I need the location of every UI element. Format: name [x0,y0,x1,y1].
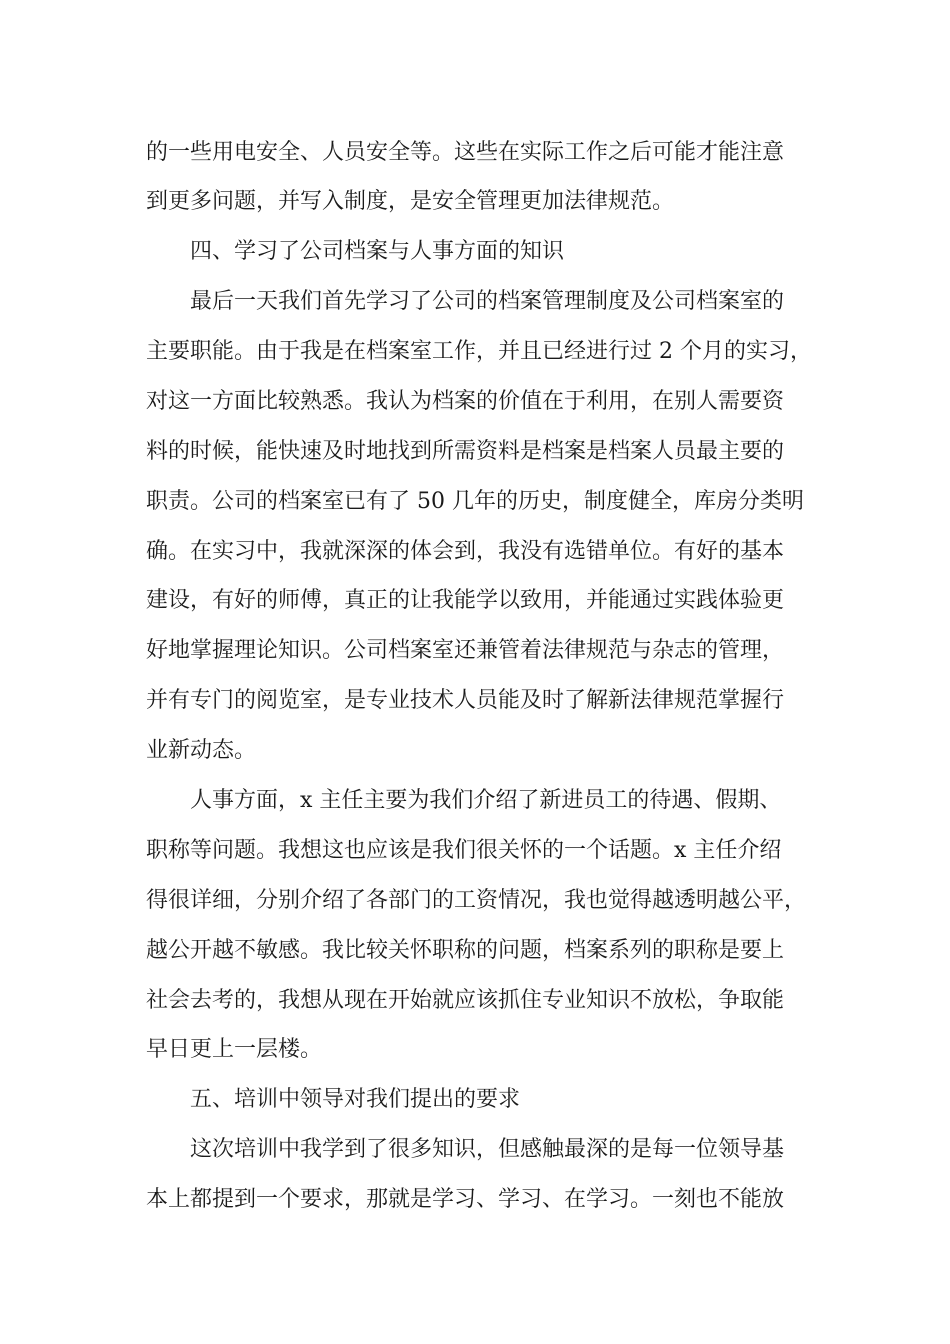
text-line: 最后一天我们首先学习了公司的档案管理制度及公司档案室的 [190,289,785,314]
section-heading: 五、培训中领导对我们提出的要求 [190,1087,521,1112]
text-line: 越公开越不敏感。我比较关怀职称的问题，档案系列的职称是要上 [146,938,785,963]
text-line: 职责。公司的档案室已有了 50 几年的历史，制度健全，库房分类明 [146,489,804,514]
text-line: 得很详细，分别介绍了各部门的工资情况，我也觉得越透明越公平， [146,888,807,913]
text-line: 主要职能。由于我是在档案室工作，并且已经进行过 2 个月的实习， [146,339,812,364]
text-line: 社会去考的，我想从现在开始就应该抓住专业知识不放松，争取能 [146,988,785,1013]
text-line: 这次培训中我学到了很多知识，但感触最深的是每一位领导基 [190,1137,785,1162]
text-line: 职称等问题。我想这也应该是我们很关怀的一个话题。x 主任介绍 [146,838,782,863]
text-line: 本上都提到一个要求，那就是学习、学习、在学习。一刻也不能放 [146,1187,785,1212]
text-line: 料的时候，能快速及时地找到所需资料是档案是档案人员最主要的 [146,439,785,464]
text-line: 建设，有好的师傅，真正的让我能学以致用，并能通过实践体验更 [146,588,785,613]
text-line: 早日更上一层楼。 [146,1037,323,1062]
text-line: 人事方面，x 主任主要为我们介绍了新进员工的待遇、假期、 [190,788,782,813]
text-line: 好地掌握理论知识。公司档案室还兼管着法律规范与杂志的管理， [146,638,785,663]
text-line: 的一些用电安全、人员安全等。这些在实际工作之后可能才能注意 [146,140,785,165]
text-line: 到更多问题，并写入制度，是安全管理更加法律规范。 [146,189,675,214]
section-heading: 四、学习了公司档案与人事方面的知识 [190,239,565,264]
text-line: 并有专门的阅览室，是专业技术人员能及时了解新法律规范掌握行 [146,688,785,713]
text-line: 确。在实习中，我就深深的体会到，我没有选错单位。有好的基本 [146,539,785,564]
text-line: 对这一方面比较熟悉。我认为档案的价值在于利用，在别人需要资 [146,389,785,414]
text-line: 业新动态。 [146,738,257,763]
